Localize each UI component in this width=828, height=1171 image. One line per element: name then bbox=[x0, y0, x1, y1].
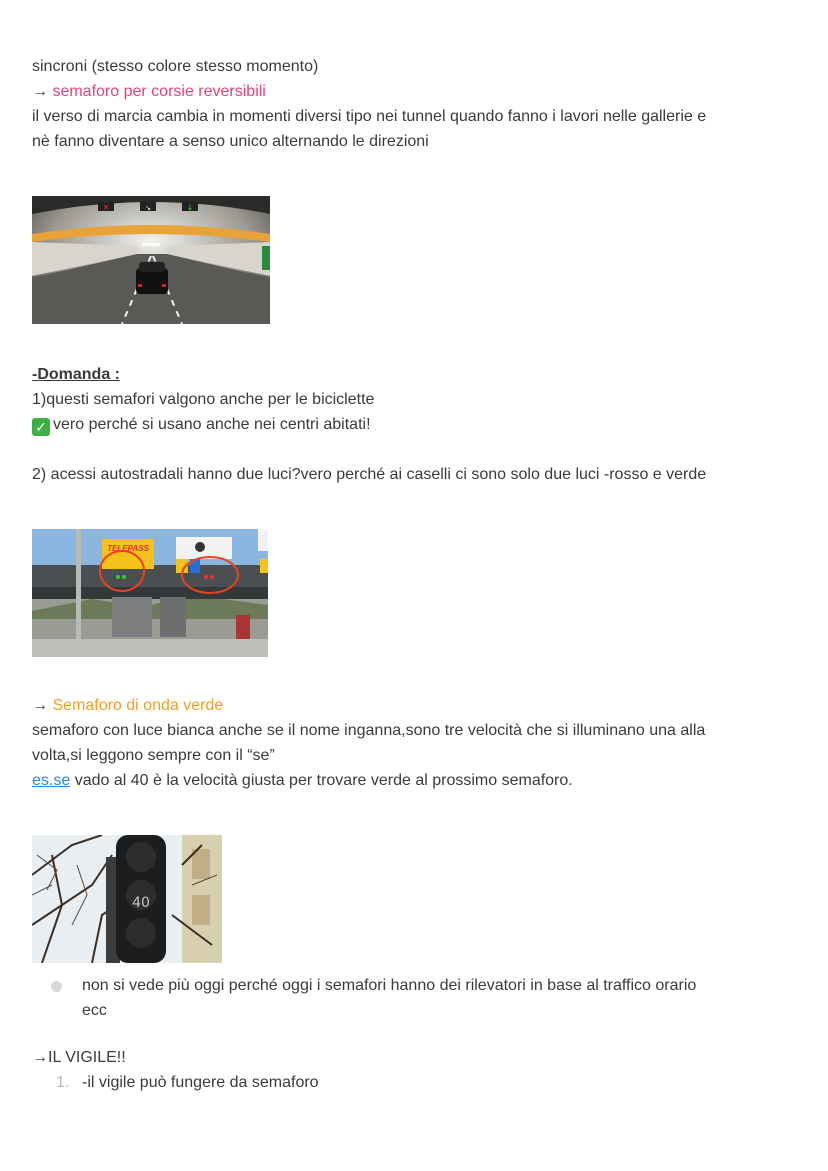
bullet-item bbox=[32, 973, 792, 1023]
svg-text:↘: ↘ bbox=[145, 204, 151, 212]
text-reversible-desc-1: il verso di marcia cambia in momenti diversi tipo nei tunnel quando fanno i lavori nelle gallerie e bbox=[32, 108, 707, 125]
arrow-icon: → bbox=[32, 83, 48, 100]
numbered-item bbox=[32, 1070, 792, 1095]
document-page bbox=[32, 54, 792, 1095]
green-wave-title: Semaforo di onda verde bbox=[52, 697, 224, 714]
speed-traffic-light-image bbox=[32, 835, 222, 963]
green-wave-heading bbox=[32, 693, 792, 718]
bullet-text-1: non si vede più oggi perché oggi i semafori hanno dei rilevatori in base al traffico orario bbox=[82, 977, 697, 994]
es-se-link[interactable]: es.se bbox=[32, 772, 71, 789]
text-sincroni: sincroni (stesso colore stesso momento) bbox=[32, 58, 319, 75]
green-wave-desc-1: semaforo con luce bianca anche se il nome inganna,sono tre velocità che si illuminano una alla bbox=[32, 722, 706, 739]
telepass-sign: TELEPASS bbox=[107, 544, 149, 553]
question-1: 1)questi semafori valgono anche per le biciclette bbox=[32, 391, 375, 408]
green-wave-example-text: vado al 40 è la velocità giusta per trovare verde al prossimo semaforo. bbox=[70, 772, 573, 789]
vigile-heading: →IL VIGILE!! bbox=[32, 1049, 126, 1066]
numbered-item-marker: 1. bbox=[56, 1074, 70, 1091]
tunnel-image bbox=[32, 196, 270, 324]
question-2: 2) acessi autostradali hanno due luci?vero perché ai caselli ci sono solo due luci -rosso e verde bbox=[32, 466, 707, 483]
numbered-item-text: -il vigile può fungere da semaforo bbox=[82, 1074, 319, 1091]
speed-40-label: 40 bbox=[132, 895, 150, 911]
reversible-title: semaforo per corsie reversibili bbox=[52, 83, 266, 100]
green-wave-desc-2: volta,si leggono sempre con il “se” bbox=[32, 747, 275, 764]
bullet-text-2: ecc bbox=[82, 1002, 107, 1019]
answer-1-text: vero perché si usano anche nei centri abitati! bbox=[53, 416, 371, 433]
tollbooth-image bbox=[32, 529, 268, 657]
green-wave-example bbox=[32, 768, 792, 793]
check-mark-icon: ✓ bbox=[32, 418, 50, 436]
bullet-dot-icon bbox=[51, 981, 62, 992]
reversible-heading bbox=[32, 79, 792, 104]
answer-1 bbox=[32, 412, 792, 437]
svg-text:↓: ↓ bbox=[186, 203, 194, 212]
svg-text:✕: ✕ bbox=[102, 203, 110, 212]
arrow-icon: → bbox=[32, 697, 48, 714]
text-reversible-desc-2: nè fanno diventare a senso unico alternando le direzioni bbox=[32, 133, 429, 150]
question-heading: -Domanda : bbox=[32, 366, 120, 383]
